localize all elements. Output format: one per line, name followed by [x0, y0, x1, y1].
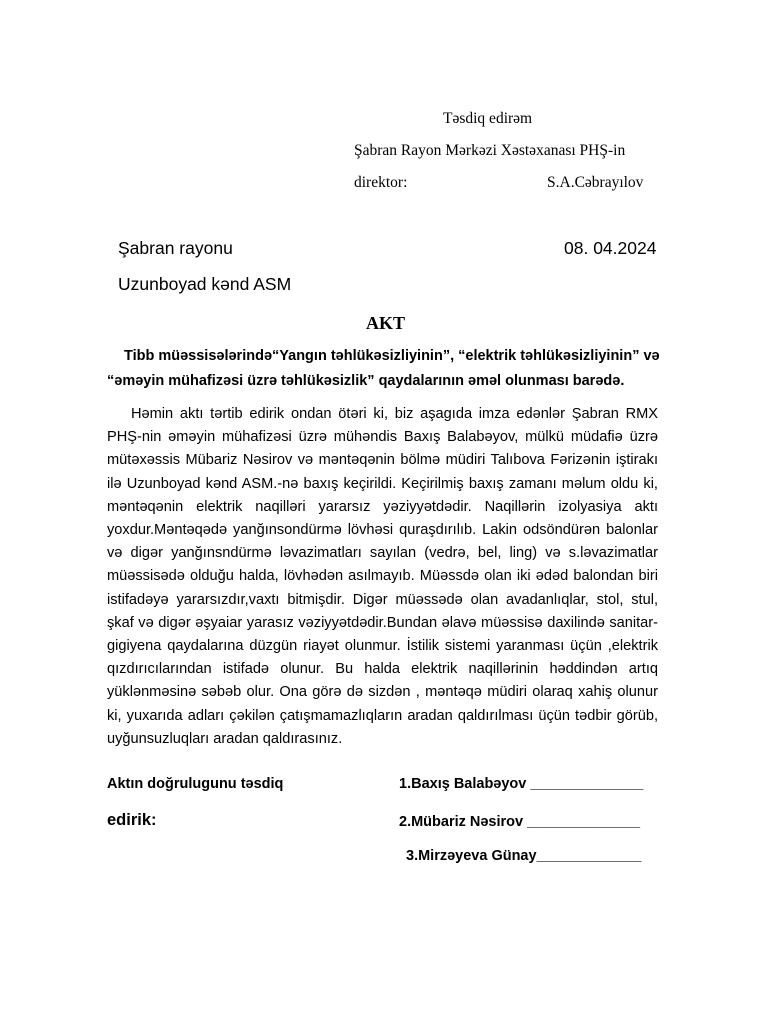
approval-title: direktor:: [354, 174, 408, 191]
district: Şabran rayonu: [118, 238, 233, 258]
confirmation-line-2: edirik:: [107, 811, 157, 829]
subject-line-1: Tibb müəssisələrində“Yangın təhlükəsizliyinin”, “elektrik təhlükəsizliyinin” və: [124, 348, 660, 364]
facility-name: Uzunboyad kənd ASM: [118, 274, 292, 294]
signatory-1: 1.Baxış Balabəyov ______________: [399, 776, 644, 792]
approval-name: S.A.Cəbrayılov: [547, 174, 644, 191]
document-date: 08. 04.2024: [564, 238, 657, 258]
signatory-3: 3.Mirzəyeva Günay_____________: [406, 848, 642, 864]
subject-line-2: “əməyin mühafizəsi üzrə təhlükəsizlik” qaydalarının əməl olunması barədə.: [107, 373, 625, 389]
signatory-2: 2.Mübariz Nəsirov ______________: [399, 814, 641, 830]
approval-institution: Şabran Rayon Mərkəzi Xəstəxanası PHŞ-in: [354, 142, 626, 159]
confirmation-line-1: Aktın doğrulugunu təsdiq: [107, 776, 284, 792]
approval-line: Təsdiq edirəm: [443, 110, 533, 127]
document-heading: AKT: [366, 313, 406, 333]
act-body: Həmin aktı tərtib edirik ondan ötəri ki, biz aşagıda imza edənlər Şabran RMX PHŞ-nin əməyin mühafizəsi üzrə mühəndis Baxış Balabəyov, mülkü müdafiə üzrə mütəxəssis Mübariz Nəsirov və məntəqənin bölmə müdiri Talıbova Fərizənin iştirakı ilə Uzunboyad kənd ASM.-nə baxış keçirildi. Keçirilmiş baxış zamanı məlum oldu ki, məntəqənin elektrik naqilləri yararsız yəziyyətdədir. Naqillərin izolyasiya aktı yoxdur.Məntəqədə yanğınsondürmə lövhəsi quraşdırılıb. Lakin odsöndürən balonlar və digər yanğınsndürmə ləvazimatları sayılan (vedrə, bel, ling) və s.ləvazimatlar müəssisədə olduğu halda, lövhədən asılmayıb. Müəssdə olan iki ədəd balondan biri istifadəyə yararsızdır,vaxtı bitmişdir. Digər müəssədə olan avadanlıqlar, stol, stul, şkaf və digər əşyaiar yarasız vəziyyətdədir.Bundan əlavə müəssisə daxilində sanitar-gigiyena qaydalarına düzgün riayət olunmur. İstilik sistemi yaranması üçün ,elektrik qızdırıcılarından istifadə olunur. Bu halda elektrik naqillərinin həddindən artıq yüklənməsinə səbəb olur. Ona görə də sizdən , məntəqə müdiri olaraq xahiş olunur ki, yuxarıda adları çəkilən çatışmamazlıqların aradan qaldırılması üçün tədbir görüb, uyğunsuzluqları aradan qaldırasınız.: [107, 406, 658, 747]
